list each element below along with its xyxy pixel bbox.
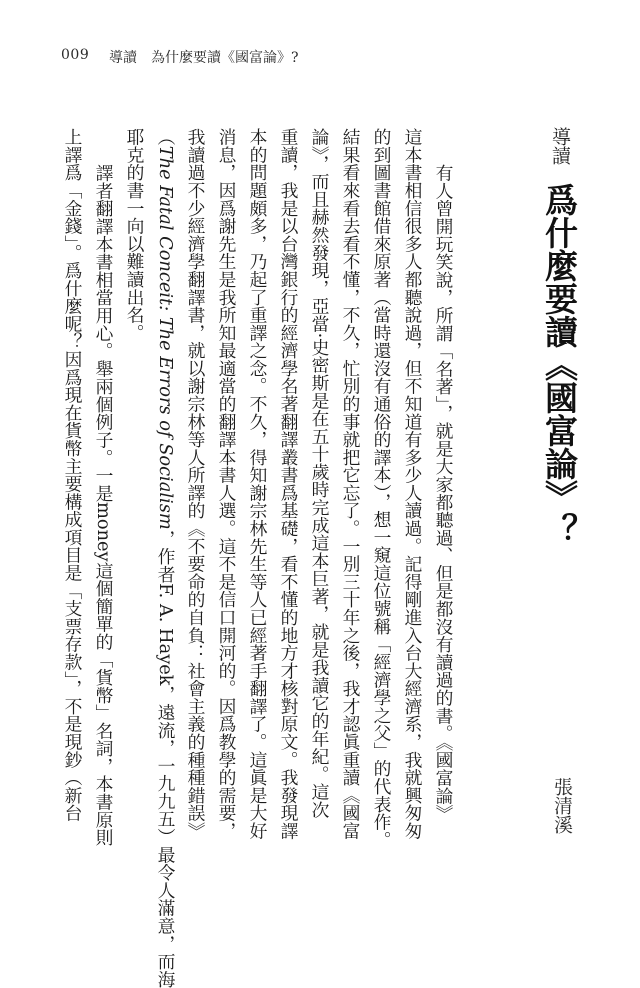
text-column-9: [184, 128, 206, 840]
chapter-label: 導讀: [549, 127, 571, 165]
text-line: 這本書相信很多人都聽說過，但不知道有多少人讀過。記得剛進入台大經濟系，我就興匆匆: [402, 128, 423, 840]
text-line: 有人曾開玩笑說，所謂「名著」，就是大家都聽過、但是都沒有讀過的書。《國富論》: [433, 164, 454, 823]
text-line: 本的問題頗多，乃起了重譯之念。不久，得知謝宗林先生等人已經著手翻譯了。這眞是大好: [247, 128, 268, 840]
text-column-11: [123, 128, 145, 341]
text-line: 我讀過不少經濟學翻譯書，就以謝宗林等人所譯的《不要命的自負：社會主義的種種錯誤》: [185, 128, 206, 840]
text-column-4: [339, 128, 361, 840]
text-column-5: [308, 128, 330, 819]
text-line: 論》，而且赫然發現，亞當·史密斯是在五十歲時完成這本巨著，就是我讀它的年紀。這次: [309, 128, 330, 819]
text-line: （: [155, 128, 176, 146]
text-line: 的到圖書館借來原著（當時還沒有通俗的譯本），想一窺這位號稱「經濟學之父」的代表作。: [371, 128, 392, 849]
text-column-1: [432, 164, 454, 822]
text-column-12: [92, 164, 114, 846]
text-column-10: [154, 128, 176, 988]
text-line: 消息，因爲謝先生是我所知最適當的翻譯本書人選。這不是信口開河的。因爲教學的需要，: [216, 128, 237, 840]
text-column-8: [215, 128, 237, 840]
text-line: 結果看來看去看不懂，不久，忙別的事就把它忘了。一別三十年之後，我才認眞重讀《國富: [340, 128, 361, 840]
text-column-2: [401, 128, 423, 840]
text-column-13: [61, 128, 83, 822]
running-title: 導讀 為什麼要讀《國富論》?: [109, 50, 299, 66]
text-line: 上譯爲「金錢」。爲什麼呢？因爲現在貨幣主要構成項目是「支票存款」，不是現鈔（新台: [62, 128, 83, 822]
chapter-title: 爲什麼要讀《國富論》？: [540, 183, 579, 546]
text-column-3: [370, 128, 392, 849]
text-line: 譯者翻譯本書相當用心。舉兩個例子。一是money這個簡單的「貨幣」名詞，本書原則: [93, 164, 114, 847]
text-line: 重讀，我是以台灣銀行的經濟學名著翻譯叢書爲基礎，看不懂的地方才核對原文。我發現譯: [278, 128, 299, 840]
author-name: 張清溪: [551, 777, 573, 834]
text-column-7: [246, 128, 268, 840]
running-header: [0, 47, 640, 67]
book-title-english: The Fatal Conceit: The Errors of Socialism: [155, 145, 176, 530]
page-number: 009: [61, 47, 90, 63]
text-line: 耶克的書一向以難讀出名。: [124, 128, 145, 342]
text-line: ，作者F. A. Hayek，遠流，一九九五）最令人滿意，而海: [155, 529, 176, 988]
text-column-6: [277, 128, 299, 840]
